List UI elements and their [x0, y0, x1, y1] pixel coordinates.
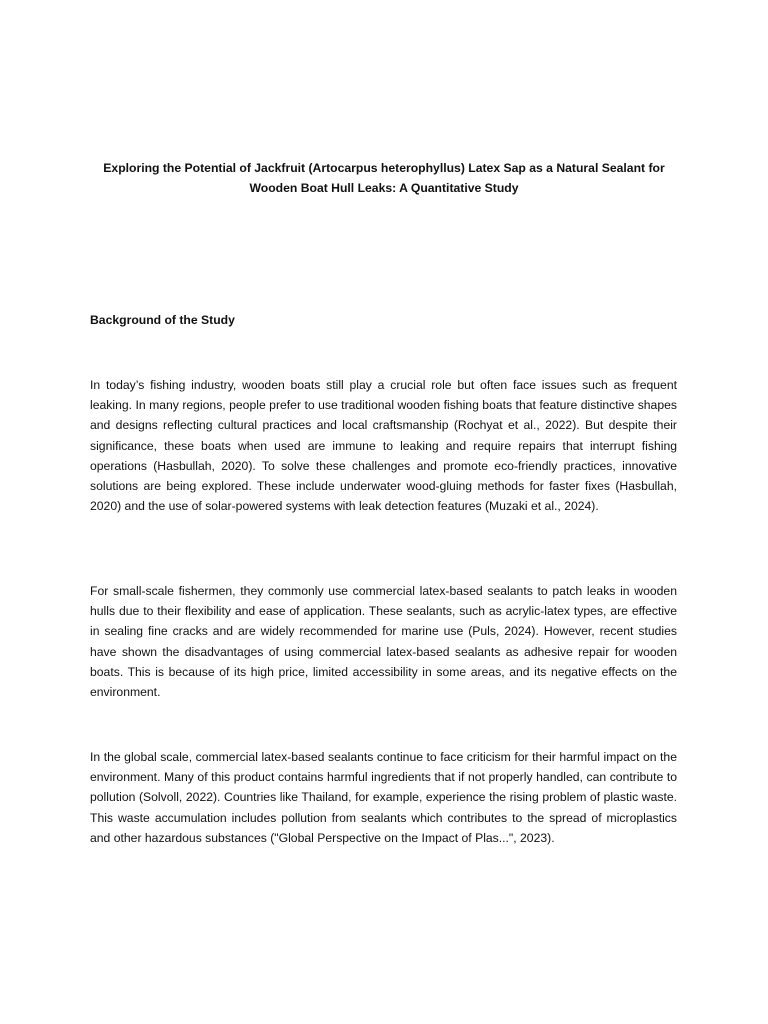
- body-paragraph-1: In today’s fishing industry, wooden boats still play a crucial role but often face issues such as frequent leaking. In many regions, people prefer to use traditional wooden fishing boats that feature distinctive shapes and designs reflecting cultural practices and local craftsmanship (Rochyat et al., 2022). But despite their significance, these boats when used are immune to leaking and require repairs that interrupt fishing operations (Hasbullah, 2020). To solve these challenges and promote eco-friendly practices, innovative solutions are being explored. These include underwater wood-gluing methods for faster fixes (Hasbullah, 2020) and the use of solar-powered systems with leak detection features (Muzaki et al., 2024).: [90, 378, 677, 514]
- section-heading: Background of the Study: [90, 313, 235, 327]
- body-paragraph-2: For small-scale fishermen, they commonly use commercial latex-based sealants to patch leaks in wooden hulls due to their flexibility and ease of application. These sealants, such as acrylic-latex types, are effective in sealing fine cracks and are widely recommended for marine use (Puls, 2024). However, recent studies have shown the disadvantages of using commercial latex-based sealants as adhesive repair for wooden boats. This is because of its high price, limited accessibility in some areas, and its negative effects on the environment.: [90, 584, 677, 700]
- document-title: Exploring the Potential of Jackfruit (Artocarpus heterophyllus) Latex Sap as a Natural Sealant for Wooden Boat Hull Leaks: A Quantitative Study: [103, 161, 665, 195]
- body-paragraph-3: In the global scale, commercial latex-based sealants continue to face criticism for their harmful impact on the environment. Many of this product contains harmful ingredients that if not properly handled, can contribute to pollution (Solvoll, 2022). Countries like Thailand, for example, experience the rising problem of plastic waste. This waste accumulation includes pollution from sealants which contributes to the spread of microplastics and other hazardous substances ("Global Perspective on the Impact of Plas...", 2023).: [90, 750, 677, 845]
